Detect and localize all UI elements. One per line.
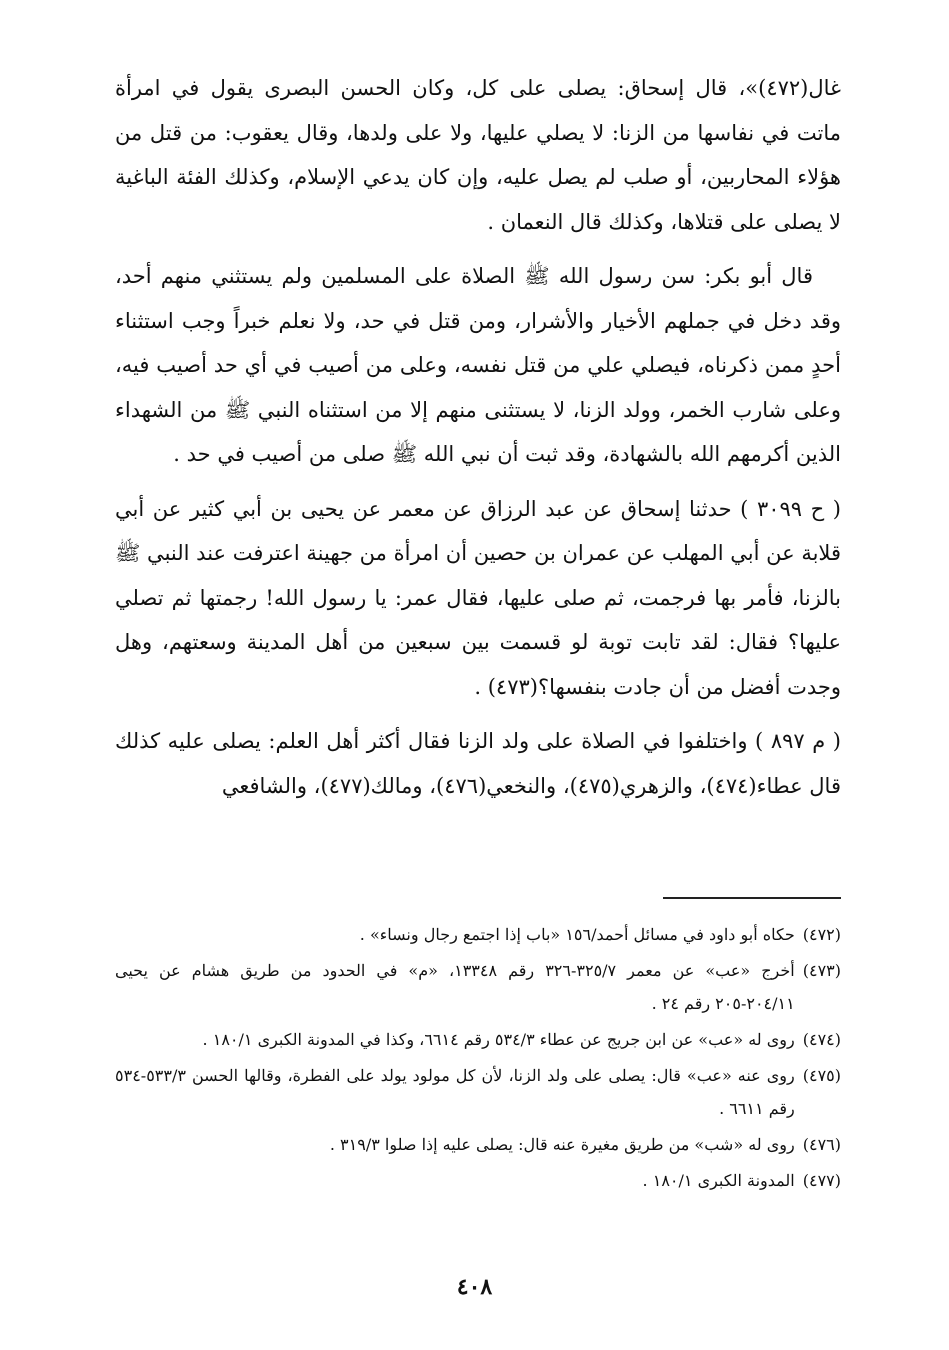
paragraph-4: ( م ٨٩٧ ) واختلفوا في الصلاة على ولد الزنا فقال أكثر أهل العلم: يصلى عليه كذلك قال عطاء(٤٧٤)، والزهري(٤٧٥)، والنخعي(٤٧٦)، ومالك(٤٧٧)، والشافعي xyxy=(115,729,841,798)
footnote xyxy=(115,918,841,951)
footnote xyxy=(115,1164,841,1197)
paragraph-2: قال أبو بكر: سن رسول الله ﷺ الصلاة على المسلمين ولم يستثني منهم أحد، وقد دخل في جملهم الأخيار والأشرار، ومن قتل في حد، ولا نعلم خبراً وجب استثناء أحدٍ ممن ذكرناه، فيصلي علي من قتل نفسه، وعلى من أصيب في أي حد أصيب فيه، وعلى شارب الخمر، وولد الزنا، لا يستثنى منهم إلا من استثناه النبي ﷺ من الشهداء الذين أكرمهم الله بالشهادة، وقد ثبت أن نبي الله ﷺ صلى من أصيب في حد . xyxy=(115,264,841,466)
footnote xyxy=(115,1023,841,1056)
footnote-number: (٤٧٢) xyxy=(802,925,841,944)
footnote-text: روى له «شب» من طريق مغيرة عنه قال: يصلى عليه إذا صلوا ٣١٩/٣ . xyxy=(329,1135,795,1154)
paragraph-3: ( ح ٣٠٩٩ ) حدثنا إسحاق عن عبد الرزاق عن معمر عن يحيى بن أبي كثير عن أبي قلابة عن أبي المهلب عن عمران بن حصين أن امرأة من جهينة اعترفت عند النبي ﷺ بالزنا، فأمر بها فرجمت، ثم صلى عليها، فقال عمر: يا رسول الله! رجمتها ثم تصلي عليها؟ فقال: لقد تابت توبة لو قسمت بين سبعين من أهل المدينة وسعتهم، وهل وجدت أفضل من أن جادت بنفسها؟(٤٧٣) . xyxy=(115,496,841,699)
footnote xyxy=(115,1059,841,1125)
footnote-text: المدونة الكبرى ١٨٠/١ . xyxy=(642,1171,795,1190)
footnote-number: (٤٧٣) xyxy=(802,961,841,980)
page-number: ٤٠٨ xyxy=(456,1274,493,1300)
footnote xyxy=(115,1128,841,1161)
footnote-number: (٤٧٧) xyxy=(802,1171,841,1190)
footnote-text: روى له «عب» عن ابن جريج عن عطاء ٥٣٤/٣ رقم ٦٦١٤، وكذا في المدونة الكبرى ١٨٠/١ . xyxy=(202,1030,795,1049)
footnote-number: (٤٧٥) xyxy=(802,1066,841,1085)
footnote-text: روى عنه «عب» قال: يصلى على ولد الزنا، لأن كل مولود يولد على الفطرة، وقالها الحسن ٥٣٣/٣-٥٣٤ رقم ٦٦١١ . xyxy=(115,1066,795,1118)
footnote-divider xyxy=(663,897,841,899)
footnote-text: أخرج «عب» عن معمر ٣٢٥/٧-٣٢٦ رقم ١٣٣٤٨، «م» في الحدود من طريق هشام عن يحيى ٢٠٤/١١-٢٠٥ رقم ٢٤ . xyxy=(115,961,795,1013)
footnote-number: (٤٧٦) xyxy=(802,1135,841,1154)
main-text xyxy=(115,66,841,818)
footnotes xyxy=(115,918,841,1200)
paragraph-1: غال(٤٧٢)»، قال إسحاق: يصلى على كل، وكان الحسن البصرى يقول في امرأة ماتت في نفاسها من الزنا: لا يصلي عليها، ولا على ولدها، وقال يعقوب: من قتل من هؤلاء المحاربين، أو صلب لم يصل عليه، وإن كان يدعي الإسلام، وكذلك الفئة الباغية لا يصلى على قتلاها، وكذلك قال النعمان . xyxy=(115,76,841,234)
footnote-number: (٤٧٤) xyxy=(802,1030,841,1049)
footnote-text: حكاه أبو داود في مسائل أحمد/١٥٦ «باب إذا اجتمع رجال ونساء» . xyxy=(359,925,795,944)
footnote xyxy=(115,954,841,1020)
